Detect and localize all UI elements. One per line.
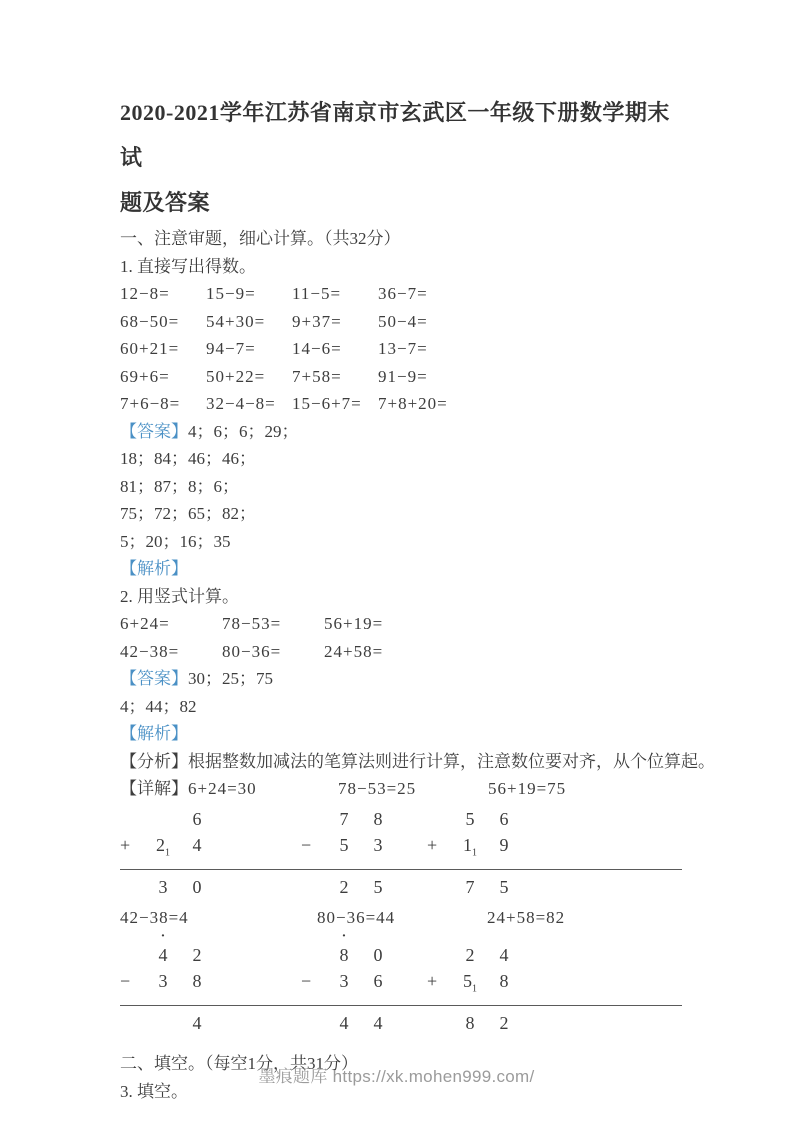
xiangjie-line	[120, 775, 682, 803]
vcalc-result-units	[180, 874, 214, 900]
q1-problem: 32−4−8=	[206, 394, 276, 413]
answer-text: 4；6；6；29；	[188, 421, 299, 441]
q2-problem: 80−36=	[222, 641, 282, 661]
vcalc-result-units	[361, 874, 395, 900]
digit: 7	[339, 808, 349, 829]
vcalc-mid-tens	[327, 832, 361, 867]
digit: 3	[339, 970, 349, 991]
vcalc-top-row	[427, 942, 682, 968]
vcalc-operator: −	[301, 834, 312, 855]
vcalc-op-space	[301, 1010, 327, 1036]
vcalc-top-units	[180, 942, 214, 968]
digit: 6	[192, 808, 202, 829]
vcalc-op-space	[120, 942, 146, 968]
q1-problem: 94−7=	[206, 339, 256, 358]
vcalc-op-space	[301, 806, 327, 832]
page-title	[120, 90, 682, 225]
digit: 4	[158, 944, 168, 965]
vcalc-operator: +	[120, 834, 131, 855]
q1-problem: 60+21=	[120, 339, 180, 358]
digit: 7	[465, 877, 475, 898]
vcalc-mid-tens	[453, 832, 487, 867]
vcalc-op-space	[120, 1010, 146, 1036]
vcalc-result-row	[427, 1006, 682, 1036]
digit: 3	[158, 877, 168, 898]
q1-problem: 15−9=	[206, 284, 256, 303]
vertical-calc	[427, 942, 682, 1037]
q2-problem: 24+58=	[324, 641, 384, 661]
digit: 2	[156, 834, 165, 855]
vcalc-top-units	[487, 806, 521, 832]
digit: 6	[499, 808, 509, 829]
vcalc-mid-row	[120, 832, 301, 871]
digit: 8	[339, 944, 349, 965]
q1-problem: 7+58=	[292, 366, 342, 386]
digit: 8	[373, 808, 383, 829]
vcalc-op-space	[427, 874, 453, 900]
digit: 3	[158, 970, 168, 991]
q1-problem: 69+6=	[120, 366, 170, 386]
vcalc-top-tens	[146, 928, 180, 968]
vcalc-result-units	[487, 1010, 521, 1036]
vcalc-result-tens	[327, 874, 361, 900]
digit: 4	[373, 1013, 383, 1034]
vcalc-operator: −	[301, 970, 312, 991]
digit: 0	[373, 944, 383, 965]
vcalc-result-row	[301, 1006, 427, 1036]
answer-label: 【答案】	[120, 669, 188, 688]
vcalc-result-row	[120, 870, 301, 900]
vcalc-top-units	[361, 942, 395, 968]
detail-equation: 78−53=25	[338, 779, 417, 798]
q1-problem-row	[120, 335, 682, 363]
digit: 6	[373, 970, 383, 991]
answer-text: 30；25；75	[188, 669, 273, 688]
vcalc-top-tens	[453, 942, 487, 968]
digit: 1	[463, 834, 472, 855]
vcalc-result-tens	[146, 874, 180, 900]
vcalc-op-space	[301, 942, 327, 968]
vertical-calc-row	[120, 928, 682, 1037]
vcalc-top-row	[427, 806, 682, 832]
vertical-calc	[301, 928, 427, 1037]
q2-problem: 42−38=	[120, 641, 180, 661]
vcalc-top-units	[487, 942, 521, 968]
vcalc-operator: +	[427, 970, 438, 991]
q1-problem: 7+8+20=	[378, 394, 448, 413]
carry-digit: 1	[472, 983, 477, 995]
q2-problem: 6+24=	[120, 614, 170, 633]
q1-problem: 9+37=	[292, 311, 342, 331]
q1-problem: 13−7=	[378, 339, 428, 358]
analysis-label: 【解析】	[120, 559, 188, 578]
vcalc-mid-units	[487, 968, 521, 1003]
detail-equation: 56+19=75	[488, 779, 567, 798]
vcalc-mid-tens	[453, 968, 487, 1003]
vcalc-mid-tens	[146, 832, 180, 867]
digit: 5	[499, 877, 509, 898]
vcalc-mid-row	[427, 968, 682, 1007]
q1-answer-line: 18；84；46；46；	[120, 449, 256, 468]
vcalc-result-units	[361, 1010, 395, 1036]
q2-problem-row	[120, 638, 682, 666]
q1-answer-line: 81；87；8；6；	[120, 476, 239, 496]
footer-watermark	[0, 1062, 793, 1087]
document-content	[120, 90, 715, 1105]
q3-label: 3. 填空。	[120, 1081, 188, 1101]
vcalc-op-space	[301, 874, 327, 900]
detail-equation-row	[120, 904, 682, 932]
detail-equation: 24+58=82	[487, 908, 566, 928]
q2-problem: 78−53=	[222, 614, 282, 633]
vcalc-result-units	[180, 1010, 214, 1036]
vcalc-result-tens	[453, 1010, 487, 1036]
digit: 4	[192, 834, 202, 855]
digit: 8	[192, 970, 202, 991]
q1-problem: 11−5=	[292, 284, 342, 303]
vcalc-result-tens	[146, 1010, 180, 1036]
carry-digit: 1	[165, 847, 170, 859]
vcalc-result-row	[427, 870, 682, 900]
q1-problem: 91−9=	[378, 366, 428, 386]
vcalc-op-space	[120, 806, 146, 832]
section-one-heading: 一、注意审题，细心计算。（共32分）	[120, 229, 401, 248]
carry-digit: 1	[472, 847, 477, 859]
digit: 2	[192, 944, 202, 965]
vcalc-op-space	[427, 1010, 453, 1036]
vcalc-top-units	[361, 806, 395, 832]
digit: 0	[192, 877, 202, 898]
fenxi-label: 【分析】	[120, 751, 188, 771]
vcalc-mid-units	[180, 832, 214, 867]
vcalc-result-tens	[327, 1010, 361, 1036]
vcalc-top-tens	[327, 928, 361, 968]
q1-problem: 54+30=	[206, 311, 266, 331]
vcalc-op-space	[427, 942, 453, 968]
vertical-calc	[301, 806, 427, 901]
fenxi-text: 根据整数加减法的笔算法则进行计算，注意数位要对齐，从个位算起。	[188, 751, 715, 771]
digit: 8	[499, 970, 509, 991]
vcalc-mid-row	[301, 832, 427, 871]
footer-text: 墨痕题库 https://xk.mohen999.com/	[258, 1067, 535, 1086]
analysis-label: 【解析】	[120, 724, 188, 743]
vcalc-mid-row	[427, 832, 682, 871]
digit: 2	[499, 1013, 509, 1034]
page-title-line2: 题及答案	[120, 190, 211, 215]
q1-answer-line: 5；20；16；35	[120, 531, 231, 551]
q1-problem: 68−50=	[120, 311, 180, 331]
vcalc-operator: +	[427, 834, 438, 855]
q1-problem: 14−6=	[292, 339, 342, 358]
vcalc-result-row	[301, 870, 427, 900]
digit: 5	[463, 970, 472, 991]
q1-label: 1. 直接写出得数。	[120, 256, 256, 276]
answer-label: 【答案】	[120, 421, 188, 441]
vertical-calc	[427, 806, 682, 901]
vcalc-top-row	[301, 928, 427, 968]
digit: 3	[373, 834, 383, 855]
vcalc-mid-units	[361, 832, 395, 867]
borrow-dot: ·	[160, 928, 166, 944]
digit: 2	[465, 944, 475, 965]
q1-problem: 36−7=	[378, 284, 428, 303]
digit: 5	[465, 808, 475, 829]
vcalc-operator: −	[120, 970, 131, 991]
page-title-line1: 2020-2021学年江苏省南京市玄武区一年级下册数学期末试	[120, 100, 670, 170]
digit: 4	[339, 1013, 349, 1034]
q1-problem-row	[120, 308, 682, 336]
q2-label: 2. 用竖式计算。	[120, 586, 239, 606]
vcalc-result-row	[120, 1006, 301, 1036]
vcalc-mid-row	[301, 968, 427, 1007]
vcalc-top-row	[120, 806, 301, 832]
vcalc-result-units	[487, 874, 521, 900]
vcalc-top-tens	[327, 806, 361, 832]
digit: 8	[465, 1013, 475, 1034]
vcalc-top-tens	[453, 806, 487, 832]
q2-problem: 56+19=	[324, 614, 384, 633]
digit: 2	[339, 877, 349, 898]
digit: 5	[373, 877, 383, 898]
section-two-heading: 二、填空。（每空1分，共31分）	[120, 1054, 358, 1074]
detail-equation: 42−38=4	[120, 908, 189, 928]
vcalc-mid-row	[120, 968, 301, 1007]
vertical-calc-row	[120, 806, 682, 901]
vcalc-mid-tens	[146, 968, 180, 1003]
q1-problem: 50−4=	[378, 311, 428, 331]
vcalc-top-row	[120, 928, 301, 968]
vcalc-mid-units	[361, 968, 395, 1003]
digit: 9	[499, 834, 509, 855]
detail-equation: 80−36=44	[317, 908, 396, 928]
digit: 4	[192, 1013, 202, 1034]
q1-problem-row	[120, 390, 682, 418]
q1-problem-row	[120, 280, 682, 308]
q1-problem: 7+6−8=	[120, 394, 181, 413]
q1-problem: 12−8=	[120, 284, 170, 303]
digit: 4	[499, 944, 509, 965]
vcalc-op-space	[427, 806, 453, 832]
q1-answer-line: 75；72；65；82；	[120, 504, 256, 523]
vertical-calc	[120, 928, 301, 1037]
q1-problem: 50+22=	[206, 366, 266, 386]
q1-problem-row	[120, 363, 682, 391]
vcalc-mid-units	[180, 968, 214, 1003]
fenxi-line	[120, 748, 715, 776]
vcalc-mid-units	[487, 832, 521, 867]
q1-answer-line	[120, 418, 682, 446]
vcalc-top-units	[180, 806, 214, 832]
q2-problem-row	[120, 610, 682, 638]
vcalc-op-space	[120, 874, 146, 900]
q1-problem: 15−6+7=	[292, 394, 362, 413]
xiangjie-label: 【详解】	[120, 779, 188, 798]
vertical-calc	[120, 806, 301, 901]
q2-answer-line	[120, 665, 682, 693]
vcalc-top-tens	[146, 806, 180, 832]
vcalc-top-row	[301, 806, 427, 832]
digit: 5	[339, 834, 349, 855]
borrow-dot: ·	[341, 928, 347, 944]
detail-equation: 6+24=30	[188, 779, 257, 798]
q2-answer-line: 4；44；82	[120, 696, 197, 716]
vcalc-mid-tens	[327, 968, 361, 1003]
vcalc-result-tens	[453, 874, 487, 900]
